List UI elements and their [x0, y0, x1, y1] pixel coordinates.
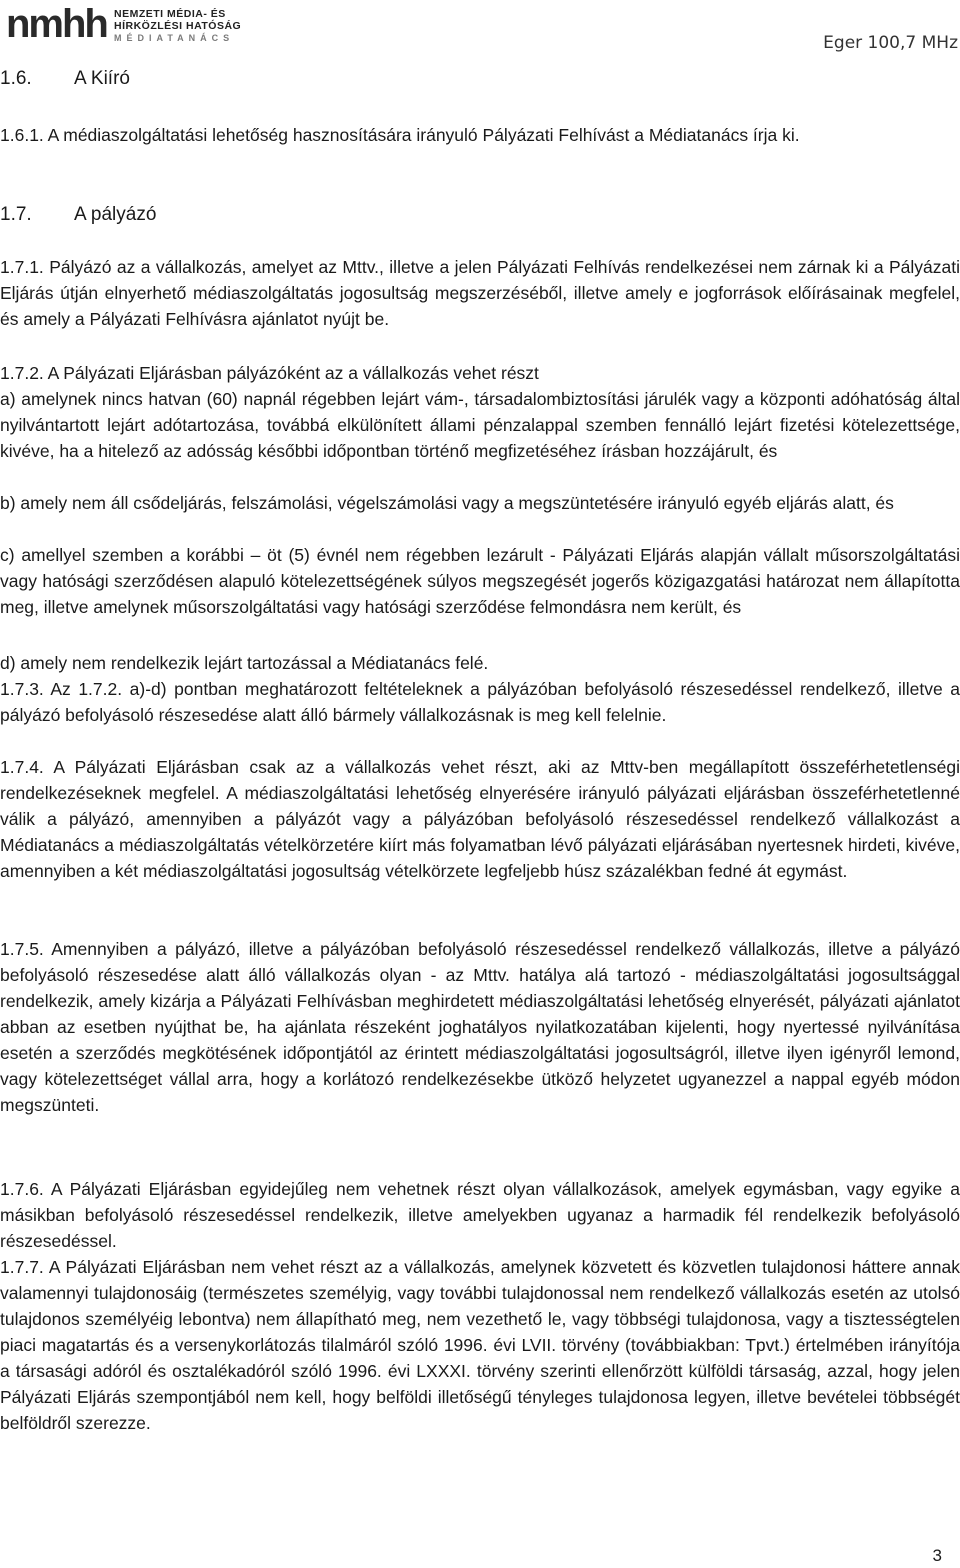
logo-org-name: [114, 9, 241, 32]
header-station: Eger 100,7 MHz: [823, 33, 958, 53]
paragraph-1-7-2-c: c) amellyel szemben a korábbi – öt (5) évnél nem régebben lezárult - Pályázati Eljárás alapján vállalt műsorszolgáltatási vagy hatósági szerződésen alapuló kötelezettségének súlyos megszegését jogerős közigazgatási határozat nem állapította meg, illetve amelynek műsorszolgáltatási vagy hatósági szerződése felmondásra nem került, és: [0, 545, 960, 617]
nmhh-logo: [6, 4, 246, 44]
heading-title: A Kiíró: [74, 68, 130, 89]
paragraph-1-7-1: 1.7.1. Pályázó az a vállalkozás, amelyet az Mttv., illetve a jelen Pályázati Felhívás rendelkezései nem zárnak ki a Pályázati Eljárás útján elnyerhető médiaszolgáltatás jogosultság megszerzéséből, illetve amely e jogforrások előírásainak megfelel, és amely a Pályázati Felhívásra ajánlatot nyújt be.: [0, 257, 960, 329]
page-header: [0, 0, 960, 56]
paragraph-1-7-4: 1.7.4. A Pályázati Eljárásban csak az a vállalkozás vehet részt, aki az Mttv-ben megállapított összeférhetetlenségi rendelkezéseknek megfelel. A médiaszolgáltatási lehetőség elnyerésére irányuló pályázati eljárásban összeférhetetlenné válik a pályázó, amennyiben a pályázót vagy a pályázóban befolyásoló részesedéssel rendelkező vállalkozást a Médiatanács a médiaszolgáltatás vételkörzetére kiírt más folyamatban lévő pályázati eljárásában nyertesnek hirdeti, kivéve, amennyiben a két médiaszolgáltatási jogosultság vételkörzete legfeljebb húsz százalékban fedné át egymást.: [0, 757, 960, 881]
paragraph-1-7-7: 1.7.7. A Pályázati Eljárásban nem vehet részt az a vállalkozás, amelynek közvetett és közvetlen tulajdonosi háttere annak valamennyi tulajdonosáig (természetes személyig, vagy további tulajdonossal nem rendelkező vállalkozás esetén az utolsó tulajdonos személyéig lebontva) nem állapítható meg, nem vezethető le, vagy többségi tulajdonosa, vagy a tisztességtelen piaci magatartás és a versenykorlátozás tilalmáról szóló 1996. évi LVII. törvény (továbbiakban: Tpvt.) értelmében irányítója a társasági adóról és osztalékadóról szóló 1996. évi LXXXI. törvény szerinti ellenőrzött külföldi társaság, azzal, hogy jelen Pályázati Eljárás szempontjából nem kell, hogy belföldi illetőségű tényleges tulajdonosa legyen, illetve bevételei többségét belföldről szerezze.: [0, 1257, 960, 1433]
heading-number: 1.6.: [0, 68, 32, 89]
paragraph-1-7-5: 1.7.5. Amennyiben a pályázó, illetve a pályázóban befolyásoló részesedéssel rendelkező vállalkozás, illetve a pályázó befolyásoló részesedése alatt álló vállalkozás olyan - az Mttv. hatálya alá tartozó - médiaszolgáltatási jogosultsággal rendelkezik, amely kizárja a Pályázati Felhívásban meghirdetett médiaszolgáltatási lehetőség elnyerését, pályázati ajánlatot abban az esetben nyújthat be, ha ajánlata részeként joghatályos nyilatkozatában kijelenti, hogy nyertessé nyilvánítása esetén a szerződés megkötésének időpontjától az érintett médiaszolgáltatási jogosultságról, illetve ilyen igényről lemond, vagy kötelezettséget vállal arra, hogy a korlátozó rendelkezésekbe ütköző helyzetet ugyanezzel a nappal egyéb módon megszünteti.: [0, 939, 960, 1115]
paragraph-1-7-3: 1.7.3. Az 1.7.2. a)-d) pontban meghatározott feltételeknek a pályázóban befolyásoló részesedéssel rendelkező, illetve a pályázó befolyásoló részesedése alatt álló bármely vállalkozásnak is meg kell felelnie.: [0, 679, 960, 725]
paragraph-1-7-2-d: d) amely nem rendelkezik lejárt tartozással a Médiatanács felé.: [0, 653, 489, 673]
paragraph-1-7-6: 1.7.6. A Pályázati Eljárásban egyidejűleg nem vehetnek részt olyan vállalkozások, amelyek egymásban, vagy egyike a másikban befolyásoló részesedéssel rendelkezik, illetve amelyekben ugyanaz a harmadik fél rendelkezik befolyásoló részesedéssel.: [0, 1179, 960, 1251]
logo-org-line1: NEMZETI MÉDIA- ÉS: [114, 8, 226, 20]
logo-org-line2: HÍRKÖZLÉSI HATÓSÁG: [114, 19, 242, 32]
nmhh-logo-mark: [6, 4, 110, 44]
heading-number: 1.7.: [0, 204, 32, 225]
heading-title: A pályázó: [74, 204, 157, 225]
heading-1-6: [0, 66, 130, 92]
page-number: 3: [932, 1546, 942, 1565]
svg-text:nmhh: nmhh: [6, 4, 107, 44]
heading-1-7: [0, 202, 156, 228]
paragraph-1-7-2: 1.7.2. A Pályázati Eljárásban pályázóként az a vállalkozás vehet részt: [0, 363, 539, 383]
logo-subtitle: MÉDIATANÁCS: [114, 33, 235, 43]
paragraph-1-7-2-a: a) amelynek nincs hatvan (60) napnál régebben lejárt vám-, társadalombiztosítási járulék vagy a központi adóhatóság által nyilvántartott lejárt adótartozása, továbbá elkülönített állami pénzalappal szemben fennálló lejárt fizetési kötelezettsége, kivéve, ha a hitelező az adósság későbbi időpontban történő megfizetéséhez írásban hozzájárult, és: [0, 389, 960, 461]
paragraph-1-6-1: 1.6.1. A médiaszolgáltatási lehetőség hasznosítására irányuló Pályázati Felhívást a Médiatanács írja ki.: [0, 125, 800, 145]
paragraph-1-7-2-b: b) amely nem áll csődeljárás, felszámolási, végelszámolási vagy a megszüntetésére irányuló egyéb eljárás alatt, és: [0, 493, 894, 513]
